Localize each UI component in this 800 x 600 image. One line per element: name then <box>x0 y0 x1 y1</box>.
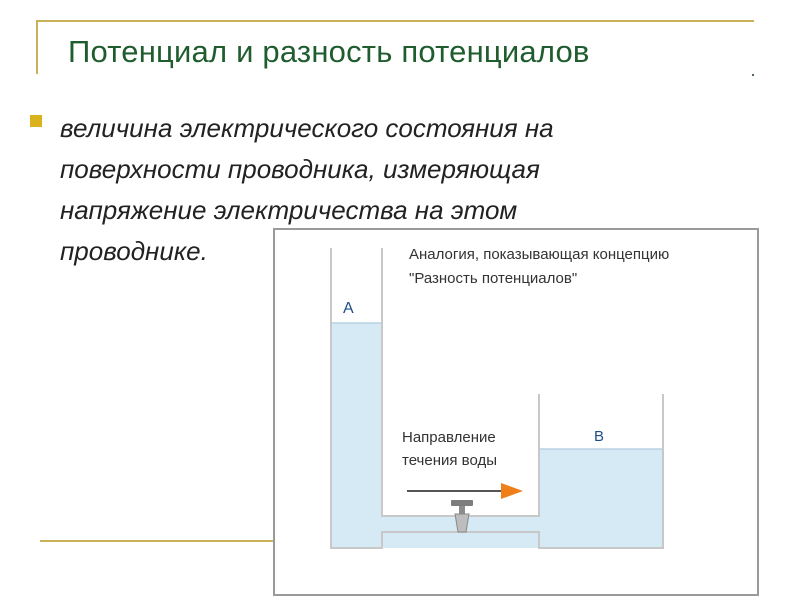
slide-title: Потенциал и разность потенциалов <box>68 34 590 69</box>
square-bullet-icon <box>30 115 42 127</box>
vessel-b-label: B <box>594 428 605 445</box>
figure-caption-line-1: Аналогия, показывающая концепцию <box>409 246 670 263</box>
frame-left-line <box>36 20 38 74</box>
figure-caption-line-2: "Разность потенциалов" <box>409 270 578 287</box>
frame-top-line <box>36 20 754 22</box>
flow-direction-label-line-2: течения воды <box>402 452 498 469</box>
arrow-right-icon <box>407 483 523 499</box>
vessel-a-water <box>331 323 382 548</box>
bullet-line-4: проводнике. <box>60 236 208 266</box>
bullet-line-2: поверхности проводника, измеряющая <box>60 154 540 184</box>
bullet-line-3: напряжение электричества на этом <box>60 195 518 225</box>
bullet-line-1: величина электрического состояния на <box>60 113 554 143</box>
title-dot <box>752 74 754 76</box>
flow-direction-label-line-1: Направление <box>402 429 496 446</box>
vessels-outline-inner <box>382 248 539 516</box>
vessel-b-water <box>539 449 663 548</box>
frame-bottom-line <box>40 540 274 542</box>
vessel-a-label: A <box>343 300 354 317</box>
potential-difference-figure <box>273 228 759 596</box>
